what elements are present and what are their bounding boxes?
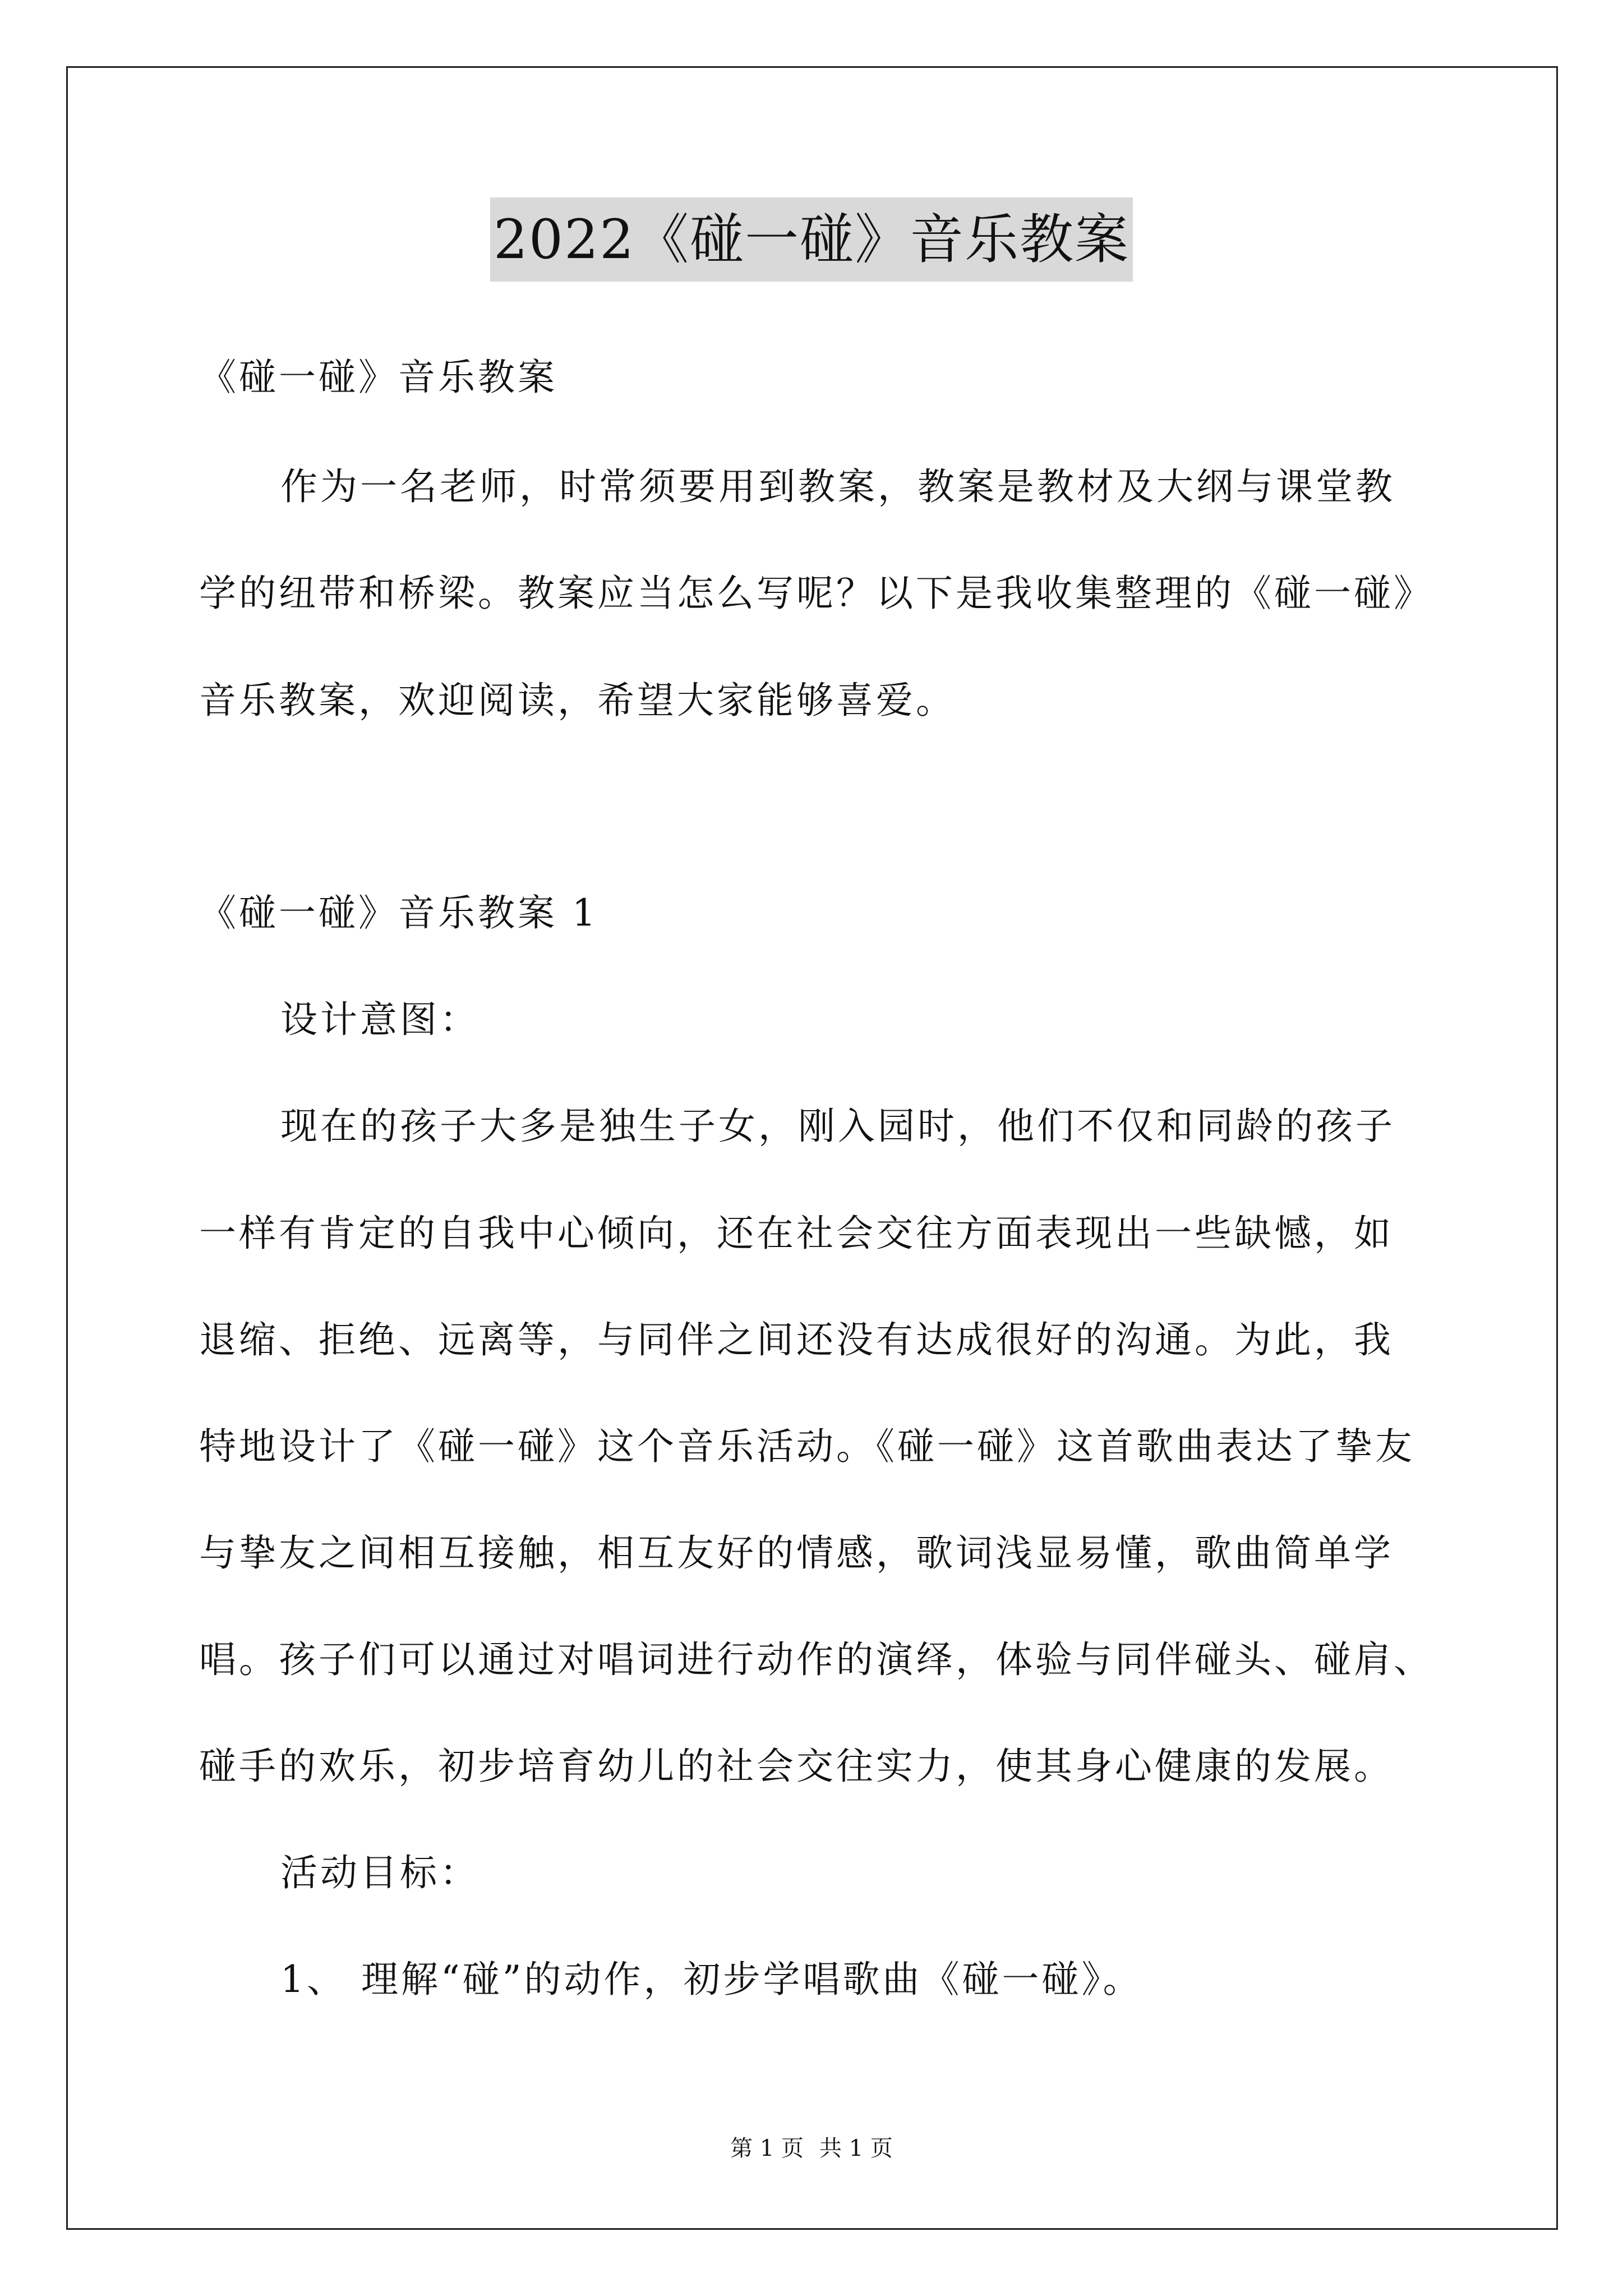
paragraph-line: 碰手的欢乐，初步培育幼儿的社会交往实力，使其身心健康的发展。: [199, 1745, 1394, 1788]
paragraph-line: 现在的孩子大多是独生子女，刚入园时，他们不仅和同龄的孩子: [280, 1105, 1395, 1148]
paragraph-line: 唱。孩子们可以通过对唱词进行动作的演绎，体验与同伴碰头、碰肩、: [199, 1638, 1433, 1681]
paragraph-line: 一样有肯定的自我中心倾向，还在社会交往方面表现出一些缺憾，如: [199, 1212, 1394, 1255]
paragraph-line: 退缩、拒绝、远离等，与同伴之间还没有达成很好的沟通。为此，我: [199, 1318, 1394, 1361]
document-title: 2022《碰一碰》音乐教案: [490, 197, 1133, 282]
paragraph-line: 作为一名老师，时常须要用到教案，教案是教材及大纲与课堂教: [280, 465, 1395, 508]
paragraph-line: 音乐教案，欢迎阅读，希望大家能够喜爱。: [199, 679, 956, 722]
section-heading: 《碰一碰》音乐教案 1: [199, 891, 598, 935]
page-footer: [0, 2132, 1623, 2165]
title-container: [0, 197, 1623, 282]
paragraph-line: 学的纽带和桥梁。教案应当怎么写呢？以下是我收集整理的《碰一碰》: [199, 572, 1433, 615]
page-number-current: 第 1 页: [730, 2136, 804, 2161]
paragraph-line: 1、 理解“碰”的动作，初步学唱歌曲《碰一碰》。: [280, 1958, 1143, 2001]
paragraph-line: 特地设计了《碰一碰》这个音乐活动。《碰一碰》这首歌曲表达了挚友: [199, 1425, 1415, 1468]
paragraph-line: 设计意图：: [280, 998, 479, 1041]
paragraph-line: 活动目标：: [280, 1851, 479, 1894]
subtitle: 《碰一碰》音乐教案: [199, 356, 557, 399]
paragraph-line: 与挚友之间相互接触，相互友好的情感，歌词浅显易懂，歌曲简单学: [199, 1531, 1394, 1575]
page-number-total: 共 1 页: [819, 2136, 893, 2161]
